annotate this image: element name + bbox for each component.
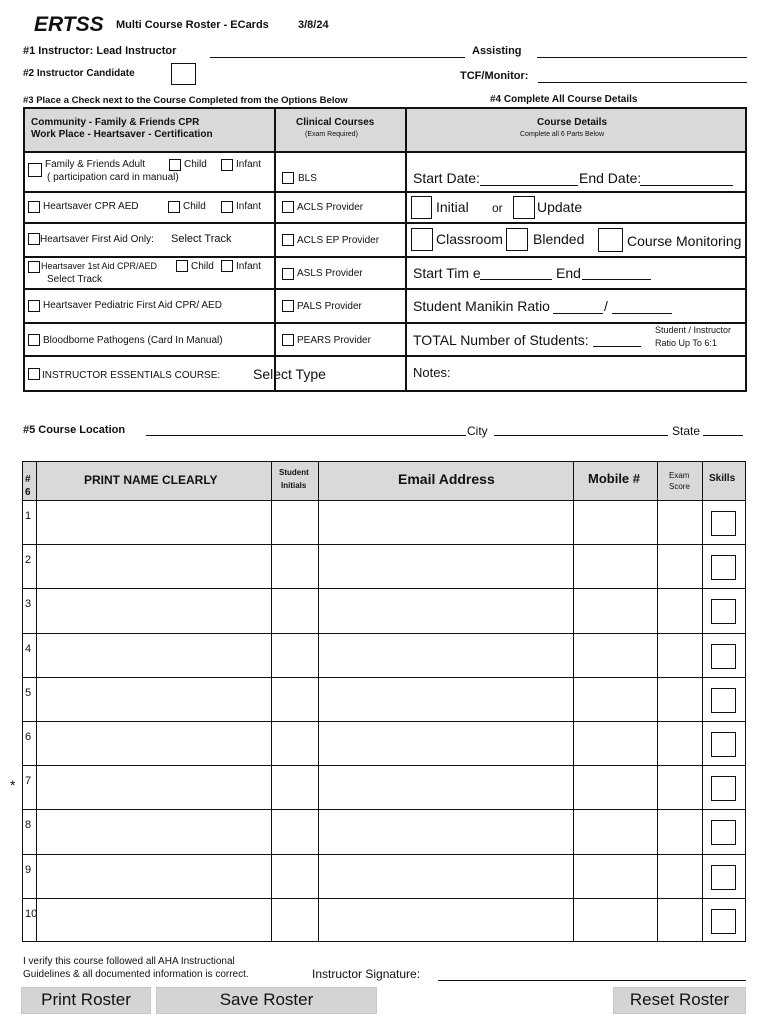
ff-adult-checkbox[interactable] (28, 163, 42, 177)
instructor-essentials-label: INSTRUCTOR ESSENTIALS COURSE: (42, 370, 221, 381)
initials-cell[interactable] (272, 723, 318, 763)
end-date-field[interactable] (640, 185, 733, 186)
ff-adult-label: Family & Friends Adult (45, 159, 146, 170)
mobile-cell[interactable] (574, 811, 657, 851)
classroom-checkbox[interactable] (411, 228, 433, 251)
acls-provider-label: ACLS Provider (297, 202, 364, 213)
end-date-label: End Date: (579, 170, 642, 186)
skills-checkbox[interactable] (711, 555, 736, 580)
exam-score-cell[interactable] (658, 590, 702, 630)
acls-ep-provider-label: ACLS EP Provider (297, 235, 380, 246)
row-number: 9 (25, 864, 32, 876)
mobile-cell[interactable] (574, 856, 657, 896)
state-field[interactable] (703, 435, 743, 436)
skills-checkbox[interactable] (711, 909, 736, 934)
row-divider (25, 355, 745, 357)
course-details-subheader: Complete all 6 Parts Below (520, 131, 605, 138)
form-date: 3/8/24 (298, 19, 329, 31)
city-label: City (467, 424, 488, 438)
signature-field[interactable] (438, 980, 746, 981)
save-roster-button[interactable]: Save Roster (156, 987, 377, 1014)
row-divider (25, 191, 745, 193)
exam-score-cell[interactable] (658, 679, 702, 719)
mobile-header: Mobile # (588, 471, 641, 486)
email-cell[interactable] (319, 811, 573, 851)
initials-header-1: Student (279, 468, 309, 477)
name-cell[interactable] (37, 679, 271, 719)
row-marker: * (10, 777, 16, 793)
email-cell[interactable] (319, 590, 573, 630)
workplace-header: Work Place - Heartsaver - Certification (31, 129, 213, 140)
city-field[interactable] (494, 435, 668, 436)
lead-instructor-label: #1 Instructor: Lead Instructor (23, 45, 177, 57)
hs-pediatric-checkbox[interactable] (28, 300, 40, 312)
exam-score-cell[interactable] (658, 900, 702, 940)
row-number: 3 (25, 598, 32, 610)
notes-label: Notes: (413, 365, 451, 380)
state-label: State (672, 424, 701, 438)
start-time-label: Start Tim e (413, 265, 481, 281)
bls-checkbox[interactable] (282, 172, 294, 184)
exam-score-cell[interactable] (658, 723, 702, 763)
mobile-cell[interactable] (574, 767, 657, 807)
email-cell[interactable] (319, 635, 573, 675)
email-cell[interactable] (319, 546, 573, 586)
mobile-cell[interactable] (574, 635, 657, 675)
blended-checkbox[interactable] (506, 228, 528, 251)
hs-1st-aid-cpr-label: Heartsaver 1st Aid CPR/AED (41, 261, 158, 271)
exam-score-cell[interactable] (658, 767, 702, 807)
start-date-field[interactable] (480, 185, 578, 186)
row-divider (25, 288, 745, 290)
skills-checkbox[interactable] (711, 599, 736, 624)
tcf-monitor-label: TCF/Monitor: (460, 70, 529, 82)
community-header: Community - Family & Friends CPR (31, 117, 200, 128)
tcf-monitor-field[interactable] (538, 82, 747, 83)
initials-cell[interactable] (272, 635, 318, 675)
mobile-cell[interactable] (574, 679, 657, 719)
name-cell[interactable] (37, 900, 271, 940)
name-cell[interactable] (37, 811, 271, 851)
exam-score-cell[interactable] (658, 811, 702, 851)
exam-score-cell[interactable] (658, 635, 702, 675)
row-number: 5 (25, 687, 32, 699)
course-table-divider (405, 107, 407, 392)
acls-ep-provider-checkbox[interactable] (282, 234, 294, 246)
skills-checkbox[interactable] (711, 688, 736, 713)
pals-provider-checkbox[interactable] (282, 300, 294, 312)
initials-header-2: Initials (281, 481, 307, 490)
pears-provider-checkbox[interactable] (282, 334, 294, 346)
hs-pediatric-label: Heartsaver Pediatric First Aid CPR/ AED (43, 300, 222, 311)
course-table-divider (274, 107, 276, 392)
hs-cpr-infant-checkbox[interactable] (221, 201, 233, 213)
name-cell[interactable] (37, 502, 271, 542)
initial-checkbox[interactable] (411, 196, 432, 219)
bls-label: BLS (298, 173, 317, 184)
exam-score-cell[interactable] (658, 502, 702, 542)
email-header: Email Address (398, 471, 495, 487)
verify-line1: I verify this course followed all AHA Instructional (23, 956, 235, 967)
or-label: or (492, 201, 503, 215)
verify-line2: Guidelines & all documented information is correct. (23, 969, 249, 980)
row-divider (25, 256, 745, 258)
hs-cpr-infant-label: Infant (236, 201, 262, 212)
initials-cell[interactable] (272, 900, 318, 940)
hs-1st-aid-child-checkbox[interactable] (176, 260, 188, 272)
ff-note: ( participation card in manual) (47, 172, 179, 183)
hs-cpr-aed-label: Heartsaver CPR AED (43, 201, 139, 212)
section3-heading: #3 Place a Check next to the Course Completed from the Options Below (23, 95, 348, 106)
update-label: Update (537, 199, 583, 215)
mobile-cell[interactable] (574, 590, 657, 630)
signature-label: Instructor Signature: (312, 967, 421, 981)
row-number: 10 (25, 908, 38, 920)
initials-cell[interactable] (272, 856, 318, 896)
row-number: 1 (25, 510, 32, 522)
row-number: 4 (25, 643, 32, 655)
initials-cell[interactable] (272, 546, 318, 586)
course-location-label: #5 Course Location (23, 424, 126, 436)
name-cell[interactable] (37, 546, 271, 586)
total-students-field[interactable] (593, 346, 641, 347)
num-header-2: 6 (25, 487, 31, 498)
clinical-header: Clinical Courses (296, 117, 375, 128)
bloodborne-checkbox[interactable] (28, 334, 40, 346)
exam-score-cell[interactable] (658, 856, 702, 896)
ratio-note-line1: Student / Instructor (655, 325, 732, 335)
row-divider (25, 222, 745, 224)
blended-label: Blended (533, 231, 585, 247)
hs-1st-aid-select-track[interactable]: Select Track (47, 274, 103, 285)
ratio-students-field[interactable] (553, 313, 603, 314)
reset-roster-button[interactable]: Reset Roster (613, 987, 746, 1014)
hs-cpr-child-checkbox[interactable] (168, 201, 180, 213)
hs-1st-aid-cpr-checkbox[interactable] (28, 261, 40, 273)
form-title: Multi Course Roster - ECards (116, 19, 269, 31)
instructor-essentials-select-type[interactable]: Select Type (253, 366, 326, 382)
update-checkbox[interactable] (513, 196, 535, 219)
exam-score-cell[interactable] (658, 546, 702, 586)
print-roster-button[interactable]: Print Roster (21, 987, 151, 1014)
notes-field[interactable] (410, 380, 740, 390)
total-students-label: TOTAL Number of Students: (413, 332, 589, 348)
hs-cpr-aed-checkbox[interactable] (28, 201, 40, 213)
ratio-manikin-field[interactable] (612, 313, 672, 314)
asls-provider-label: ASLS Provider (297, 268, 363, 279)
initials-cell[interactable] (272, 767, 318, 807)
assisting-label: Assisting (472, 45, 522, 57)
section4-heading: #4 Complete All Course Details (490, 94, 638, 105)
start-time-field[interactable] (480, 279, 552, 280)
mobile-cell[interactable] (574, 900, 657, 940)
mobile-cell[interactable] (574, 502, 657, 542)
initials-cell[interactable] (272, 502, 318, 542)
name-cell[interactable] (37, 767, 271, 807)
row-number: 7 (25, 775, 32, 787)
candidate-label: #2 Instructor Candidate (23, 68, 135, 79)
num-header-1: # (25, 474, 31, 485)
classroom-label: Classroom (436, 231, 503, 247)
skills-checkbox[interactable] (711, 820, 736, 845)
instructor-essentials-checkbox[interactable] (28, 368, 40, 380)
row-number: 8 (25, 819, 32, 831)
name-cell[interactable] (37, 856, 271, 896)
hs-cpr-child-label: Child (183, 201, 206, 212)
name-header: PRINT NAME CLEARLY (84, 473, 218, 487)
email-cell[interactable] (319, 856, 573, 896)
asls-provider-checkbox[interactable] (282, 268, 294, 280)
candidate-checkbox[interactable] (171, 63, 196, 85)
acls-provider-checkbox[interactable] (282, 201, 294, 213)
ratio-note-line2: Ratio Up To 6:1 (655, 338, 717, 348)
ratio-label: Student Manikin Ratio (413, 298, 550, 314)
name-cell[interactable] (37, 723, 271, 763)
name-cell[interactable] (37, 590, 271, 630)
course-location-field[interactable] (146, 435, 466, 436)
ff-child-checkbox[interactable] (169, 159, 181, 171)
end-time-field[interactable] (582, 279, 651, 280)
lead-instructor-field[interactable] (210, 57, 465, 58)
ff-infant-label: Infant (236, 159, 262, 170)
ratio-separator: / (604, 298, 608, 314)
mobile-cell[interactable] (574, 546, 657, 586)
email-cell[interactable] (319, 723, 573, 763)
skills-checkbox[interactable] (711, 644, 736, 669)
skills-checkbox[interactable] (711, 776, 736, 801)
ff-child-label: Child (184, 159, 207, 170)
course-details-header: Course Details (537, 117, 608, 128)
initials-cell[interactable] (272, 811, 318, 851)
hs-1st-aid-child-label: Child (191, 261, 214, 272)
ff-infant-checkbox[interactable] (221, 159, 233, 171)
skills-checkbox[interactable] (711, 732, 736, 757)
initials-cell[interactable] (272, 590, 318, 630)
email-cell[interactable] (319, 502, 573, 542)
row-number: 2 (25, 554, 32, 566)
hs-1st-aid-infant-checkbox[interactable] (221, 260, 233, 272)
hs-first-aid-label: Heartsaver First Aid Only: (40, 234, 154, 245)
row-divider (25, 322, 745, 324)
course-monitoring-checkbox[interactable] (598, 228, 623, 252)
clinical-subheader: (Exam Required) (305, 131, 358, 138)
email-cell[interactable] (319, 900, 573, 940)
skills-checkbox[interactable] (711, 511, 736, 536)
mobile-cell[interactable] (574, 723, 657, 763)
hs-first-aid-checkbox[interactable] (28, 233, 40, 245)
brand-logo: ERTSS (34, 13, 104, 36)
course-monitoring-label: Course Monitoring (627, 233, 742, 249)
pals-provider-label: PALS Provider (297, 301, 362, 312)
start-date-label: Start Date: (413, 170, 480, 186)
skills-checkbox[interactable] (711, 865, 736, 890)
name-cell[interactable] (37, 635, 271, 675)
initials-cell[interactable] (272, 679, 318, 719)
email-cell[interactable] (319, 767, 573, 807)
email-cell[interactable] (319, 679, 573, 719)
bloodborne-label: Bloodborne Pathogens (Card In Manual) (43, 335, 223, 346)
end-time-label: End (556, 265, 581, 281)
exam-header-2: Score (669, 482, 690, 491)
assisting-field[interactable] (537, 57, 747, 58)
hs-first-aid-select-track[interactable]: Select Track (171, 233, 232, 245)
skills-header: Skills (709, 473, 736, 484)
row-number: 6 (25, 731, 32, 743)
initial-label: Initial (436, 199, 469, 215)
pears-provider-label: PEARS Provider (297, 335, 371, 346)
hs-1st-aid-infant-label: Infant (236, 261, 262, 272)
exam-header-1: Exam (669, 471, 690, 480)
